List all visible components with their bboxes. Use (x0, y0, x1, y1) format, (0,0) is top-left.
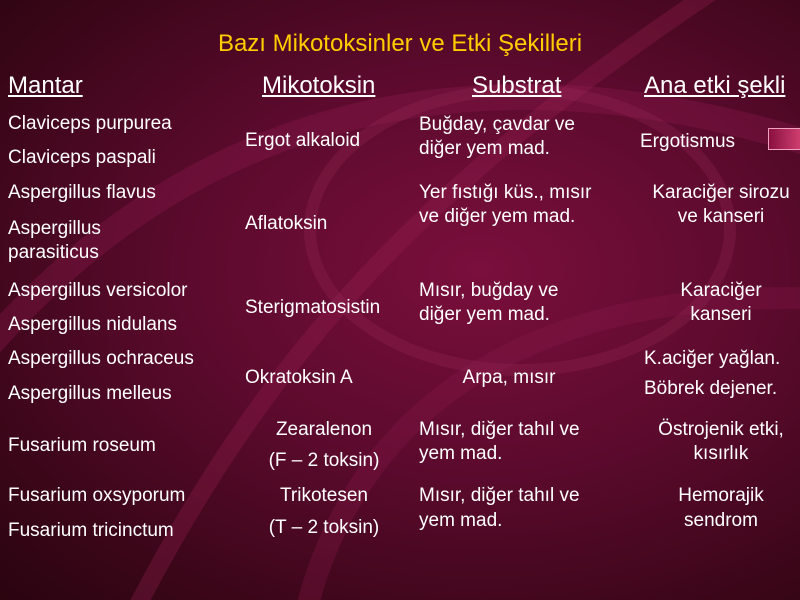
effect-text: ve kanseri (677, 206, 765, 227)
substrate-text: yem mad. (419, 443, 503, 464)
fungus-name: Aspergillus versicolor (8, 280, 188, 301)
slide-title: Bazı Mikotoksinler ve Etki Şekilleri (217, 30, 583, 57)
fungus-name: Aspergillus (8, 218, 101, 239)
effect-text: sendrom (684, 510, 758, 531)
effect-text: Böbrek dejener. (644, 378, 778, 399)
fungus-name: Aspergillus ochraceus (8, 348, 194, 369)
effect-text: Hemorajik (678, 485, 764, 506)
substrate-text: Mısır, diğer tahıl ve (419, 485, 580, 506)
substrate-text: ve diğer yem mad. (419, 206, 576, 227)
header-mantar: Mantar (8, 72, 83, 99)
substrate-text: Yer fıstığı küs., mısır (419, 182, 592, 203)
mycotoxin-name: Trikotesen (280, 485, 368, 506)
fungus-name: Aspergillus flavus (8, 182, 156, 203)
effect-text: kısırlık (693, 443, 749, 464)
substrate-text: Buğday, çavdar ve (419, 114, 575, 135)
mycotoxin-name: Okratoksin A (245, 367, 353, 388)
fungus-name: Fusarium tricinctum (8, 520, 174, 541)
mycotoxin-name: (F – 2 toksin) (268, 450, 380, 471)
mycotoxin-name: Zearalenon (275, 419, 373, 440)
effect-text: K.aciğer yağlan. (644, 348, 781, 369)
decorative-rectangle (768, 128, 800, 150)
substrate-text: Mısır, diğer tahıl ve (419, 419, 580, 440)
mycotoxin-name: Sterigmatosistin (245, 297, 381, 318)
fungus-name: Aspergillus nidulans (8, 314, 177, 335)
effect-text: Karaciğer sirozu (652, 182, 790, 203)
fungus-name: Fusarium roseum (8, 435, 156, 456)
substrate-text: diğer yem mad. (419, 138, 550, 159)
substrate-text: yem mad. (419, 510, 503, 531)
fungus-name: Claviceps purpurea (8, 113, 172, 134)
header-mikotoksin: Mikotoksin (262, 72, 376, 99)
header-substrat: Substrat (472, 72, 562, 99)
mycotoxin-name: Ergot alkaloid (245, 130, 361, 151)
substrate-text: Mısır, buğday ve (419, 280, 559, 301)
fungus-name: parasiticus (8, 242, 99, 263)
mycotoxin-name: (T – 2 toksin) (268, 517, 380, 538)
effect-text: Östrojenik etki, (658, 419, 784, 440)
fungus-name: Fusarium oxsyporum (8, 485, 186, 506)
fungus-name: Aspergillus melleus (8, 383, 172, 404)
effect-text: Ergotismus (640, 131, 736, 152)
header-ana-etki-sekli: Ana etki şekli (644, 72, 786, 99)
mycotoxin-name: Aflatoksin (245, 213, 328, 234)
effect-text: kanseri (690, 304, 752, 325)
fungus-name: Claviceps paspali (8, 147, 156, 168)
substrate-text: diğer yem mad. (419, 304, 550, 325)
substrate-text: Arpa, mısır (462, 367, 556, 388)
effect-text: Karaciğer (680, 280, 762, 301)
